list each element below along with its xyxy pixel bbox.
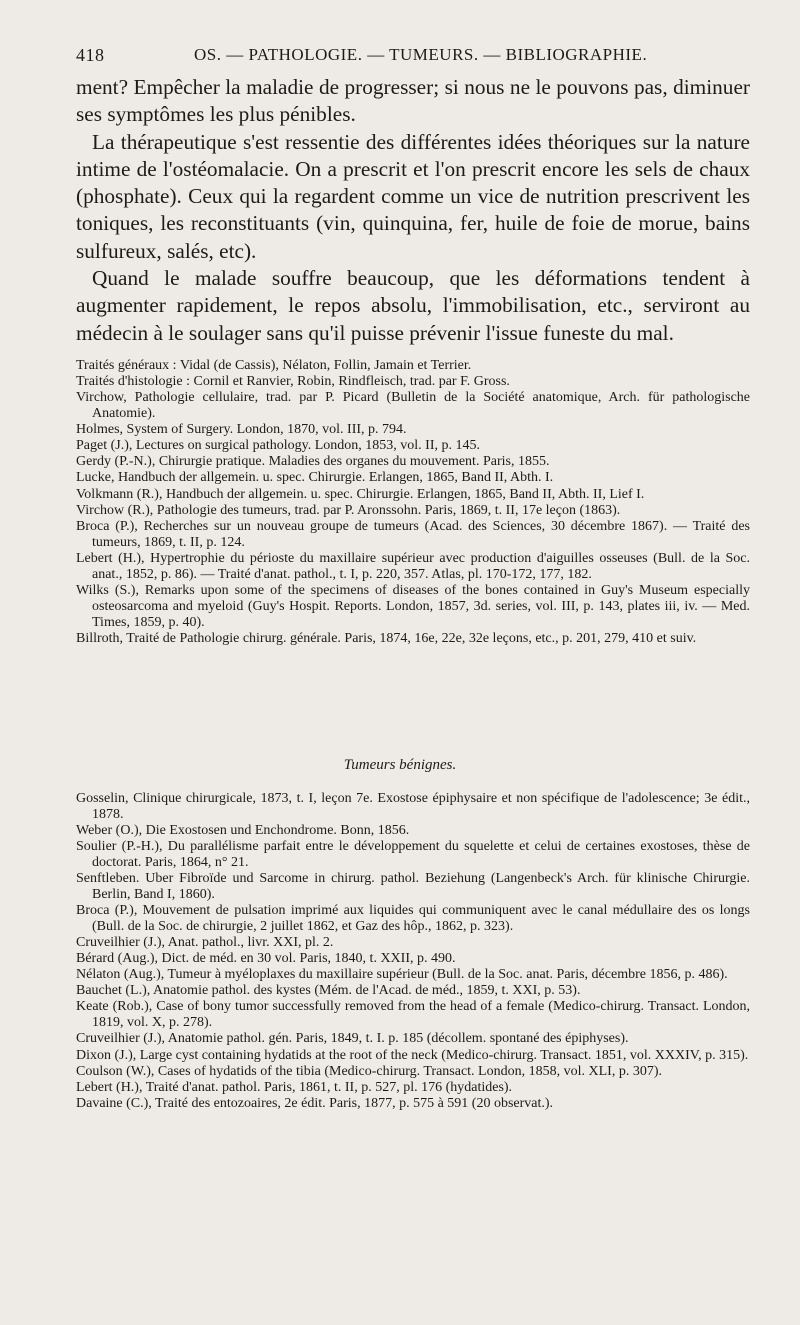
bibliography-entry: Broca (P.), Mouvement de pulsation imprimé aux liquides qui communiquent avec le canal médullaire des os longs (Bull. de la Soc. de chirurgie, 2 juillet 1862, et Gaz des hôp., 1862, p. 323). xyxy=(76,903,750,934)
section-title: Tumeurs bénignes. xyxy=(343,757,457,773)
bibliography-entry: Cruveilhier (J.), Anat. pathol., livr. XXI, pl. 2. xyxy=(76,935,334,951)
bibliography-entry: Weber (O.), Die Exostosen und Enchondrome. Bonn, 1856. xyxy=(76,823,410,838)
bibliography-entry: Soulier (P.-H.), Du parallélisme parfait entre le développement du squelette et celui de certaines exostoses, thèse de doctorat. Paris, 1864, n° 21. xyxy=(76,839,750,870)
bibliography-entry: Lebert (H.), Hypertrophie du périoste du maxillaire supérieur avec production d'aiguilles osseuses (Bull. de la Soc. anat., 1852, p. 86). — Traité d'anat. pathol., t. I, p. 220, 357. Atlas, pl. 170-172, 177, 182. xyxy=(76,550,750,582)
page-number: 418 xyxy=(76,44,105,65)
bibliography-entry: Traités généraux : Vidal (de Cassis), Nélaton, Follin, Jamain et Terrier. xyxy=(76,358,472,373)
bibliography-entry: Cruveilhier (J.), Anatomie pathol. gén. Paris, 1849, t. I. p. 185 (décollem. spontané des épiphyses). xyxy=(76,1031,629,1047)
bibliography-entry: Senftleben. Uber Fibroïde und Sarcome in chirurg. pathol. Beziehung (Langenbeck's Arch. für klinische Chirurgie. Berlin, Band I, 1860). xyxy=(76,871,750,902)
bibliography-entry: Gosselin, Clinique chirurgicale, 1873, t. I, leçon 7e. Exostose épiphysaire et non spécifique de l'adolescence; 3e édit., 1878. xyxy=(76,791,750,822)
running-head: OS. — PATHOLOGIE. — TUMEURS. — BIBLIOGRAPHIE. xyxy=(194,45,648,64)
bibliography-entry: Lebert (H.), Traité d'anat. pathol. Paris, 1861, t. II, p. 527, pl. 176 (hydatides). xyxy=(76,1079,513,1095)
bibliography-entry: Bauchet (L.), Anatomie pathol. des kystes (Mém. de l'Acad. de méd., 1859, t. XXI, p. 53). xyxy=(76,983,581,999)
bibliography-entry: Broca (P.), Recherches sur un nouveau groupe de tumeurs (Acad. des Sciences, 30 décembre 1867). — Traité des tumeurs, 1869, t. II, p. 124. xyxy=(76,518,750,550)
bibliography-benign-tumors xyxy=(76,791,750,1112)
page-header xyxy=(76,40,748,70)
body-paragraph: ment? Empêcher la maladie de progresser; si nous ne le pouvons pas, diminuer ses symptômes les plus pénibles. xyxy=(76,75,750,127)
body-paragraph: La thérapeutique s'est ressentie des différentes idées théoriques sur la nature intime de l'ostéomalacie. On a prescrit et l'on prescrit encore les sels de chaux (phosphate). Ceux qui la regardent comme un vice de nutrition prescrivent les toniques, les reconstituants (vin, quinquina, fer, huile de foie de morue, bains sulfureux, salés, etc). xyxy=(76,129,750,263)
body-text xyxy=(76,74,750,347)
bibliography-entry: Dixon (J.), Large cyst containing hydatids at the root of the neck (Medico-chirurg. Transact. 1851, vol. XXXIV, p. 315). xyxy=(76,1047,749,1063)
bibliography-entry: Volkmann (R.), Handbuch der allgemein. u. spec. Chirurgie. Erlangen, 1865, Band II, Abth. II, Lief I. xyxy=(76,486,645,502)
bibliography-entry: Bérard (Aug.), Dict. de méd. en 30 vol. Paris, 1840, t. XXII, p. 490. xyxy=(76,951,456,967)
bibliography-entry: Nélaton (Aug.), Tumeur à myéloplaxes du maxillaire supérieur (Bull. de la Soc. anat. Paris, décembre 1856, p. 486). xyxy=(76,967,728,983)
bibliography-entry: Keate (Rob.), Case of bony tumor successfully removed from the head of a female (Medico-chirurg. Transact. London, 1819, vol. X, p. 278). xyxy=(76,999,750,1031)
bibliography-entry: Holmes, System of Surgery. London, 1870, vol. III, p. 794. xyxy=(76,422,407,438)
bibliography-entry: Traités d'histologie : Cornil et Ranvier, Robin, Rindfleisch, trad. par F. Gross. xyxy=(76,374,510,390)
bibliography-entry: Coulson (W.), Cases of hydatids of the tibia (Medico-chirurg. Transact. London, 1858, vol. XLI, p. 307). xyxy=(76,1063,662,1079)
bibliography-entry: Lucke, Handbuch der allgemein. u. spec. Chirurgie. Erlangen, 1865, Band II, Abth. I. xyxy=(76,470,554,486)
bibliography-entry: Virchow (R.), Pathologie des tumeurs, trad. par P. Aronssohn. Paris, 1869, t. II, 17e leçon (1863). xyxy=(76,502,621,518)
bibliography-general xyxy=(76,358,750,647)
bibliography-entry: Paget (J.), Lectures on surgical pathology. London, 1853, vol. II, p. 145. xyxy=(76,438,480,454)
bibliography-entry: Davaine (C.), Traité des entozoaires, 2e édit. Paris, 1877, p. 575 à 591 (20 observat.). xyxy=(76,1095,554,1111)
bibliography-entry: Gerdy (P.-N.), Chirurgie pratique. Maladies des organes du mouvement. Paris, 1855. xyxy=(76,454,550,470)
body-paragraph: Quand le malade souffre beaucoup, que les déformations tendent à augmenter rapidement, le repos absolu, l'immobilisation, etc., serviront au médecin à le soulager sans qu'il puisse prévenir l'issue funeste du mal. xyxy=(76,266,750,345)
bibliography-entry: Wilks (S.), Remarks upon some of the specimens of diseases of the bones contained in Guy's Museum especially osteosarcoma and myeloid (Guy's Hospit. Reports. London, 1857, 3d. series, vol. III, p. 143, plates iii, iv. — Med. Times, 1859, p. 40). xyxy=(76,582,750,630)
bibliography-entry: Billroth, Traité de Pathologie chirurg. générale. Paris, 1874, 16e, 22e, 32e leçons, etc., p. 201, 279, 410 et suiv. xyxy=(76,630,697,646)
bibliography-entry: Virchow, Pathologie cellulaire, trad. par P. Picard (Bulletin de la Société anatomique, Arch. für pathologische Anatomie). xyxy=(76,390,750,422)
